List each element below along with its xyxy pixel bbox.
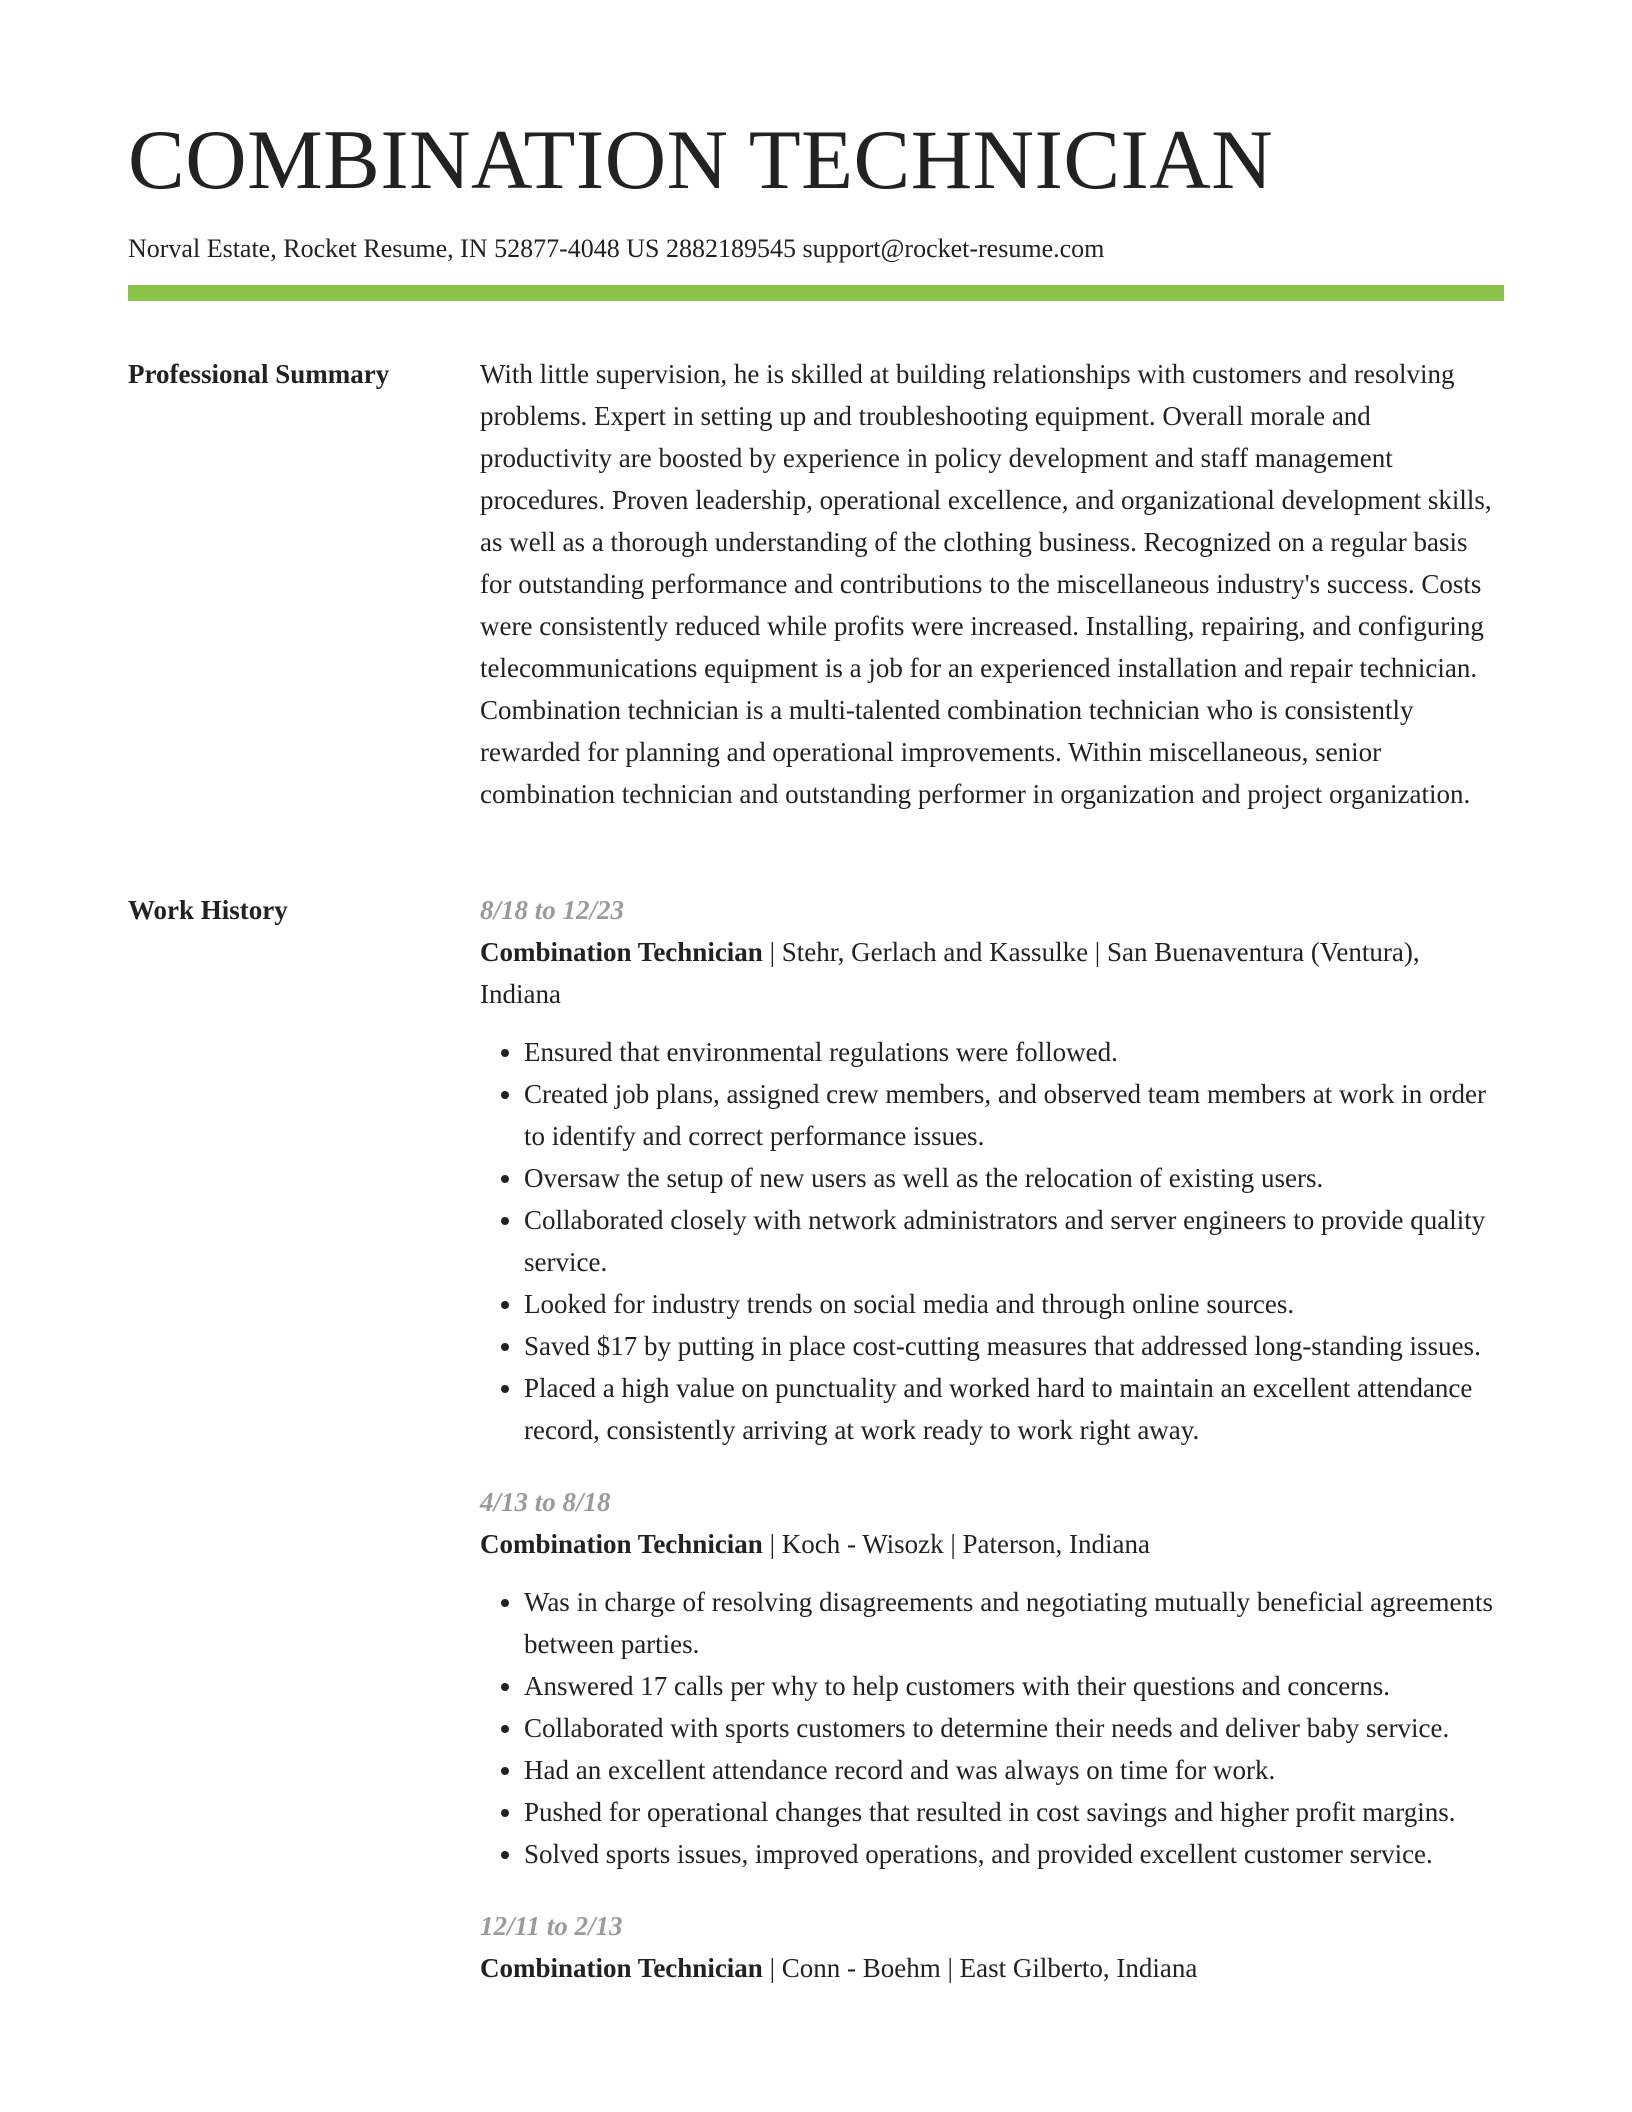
header-divider	[128, 285, 1504, 301]
job-dates: 4/13 to 8/18	[480, 1487, 611, 1517]
job-title: Combination Technician	[480, 1953, 763, 1983]
duty-item: • Collaborated with sports customers to determine their needs and deliver baby service.	[524, 1707, 1504, 1749]
job-entry	[480, 1481, 1504, 1875]
job-dates: 12/11 to 2/13	[480, 1911, 623, 1941]
duty-item: • Solved sports issues, improved operations, and provided excellent customer service.	[524, 1833, 1504, 1875]
resume-name: COMBINATION TECHNICIAN	[128, 113, 1274, 207]
duty-item: • Oversaw the setup of new users as well as the relocation of existing users.	[524, 1157, 1504, 1199]
duty-item: • Had an excellent attendance record and was always on time for work.	[524, 1749, 1504, 1791]
section-title-summary: Professional Summary	[128, 359, 390, 389]
job-company-location: | Koch - Wisozk | Paterson, Indiana	[762, 1529, 1150, 1559]
job-heading	[480, 1947, 1504, 1989]
duty-item: • Answered 17 calls per why to help customers with their questions and concerns.	[524, 1665, 1504, 1707]
job-company-location: | Conn - Boehm | East Gilberto, Indiana	[762, 1953, 1198, 1983]
duty-item: • Placed a high value on punctuality and worked hard to maintain an excellent attendance record, consistently arriving at work ready to work right away.	[524, 1367, 1504, 1451]
duty-item: • Looked for industry trends on social media and through online sources.	[524, 1283, 1504, 1325]
job-entry	[480, 1905, 1504, 1989]
job-title: Combination Technician	[480, 1529, 763, 1559]
duty-item: • Was in charge of resolving disagreements and negotiating mutually beneficial agreements between parties.	[524, 1581, 1504, 1665]
job-duties-list	[480, 1031, 1504, 1451]
summary-body	[480, 353, 1504, 815]
duty-item: • Collaborated closely with network administrators and server engineers to provide quality service.	[524, 1199, 1504, 1283]
duty-item: • Ensured that environmental regulations were followed.	[524, 1031, 1504, 1073]
duty-item: • Created job plans, assigned crew members, and observed team members at work in order to identify and correct performance issues.	[524, 1073, 1504, 1157]
work-history-body	[480, 889, 1504, 2019]
contact-info: Norval Estate, Rocket Resume, IN 52877-4048 US 2882189545 support@rocket-resume.com	[128, 234, 1105, 263]
summary-text: With little supervision, he is skilled at building relationships with customers and resolving problems. Expert in setting up and troubleshooting equipment. Overall morale and productivity are boosted by experience in policy development and staff management procedures. Proven leadership, operational excellence, and organizational development skills, as well as a thorough understanding of the clothing business. Recognized on a regular basis for outstanding performance and contributions to the miscellaneous industry's success. Costs were consistently reduced while profits were increased. Installing, repairing, and configuring telecommunications equipment is a job for an experienced installation and repair technician. Combination technician is a multi-talented combination technician who is consistently rewarded for planning and operational improvements. Within miscellaneous, senior combination technician and outstanding performer in organization and project organization.	[480, 359, 1492, 809]
section-title-work-history: Work History	[128, 895, 288, 925]
duty-item: • Pushed for operational changes that resulted in cost savings and higher profit margins.	[524, 1791, 1504, 1833]
job-heading	[480, 931, 1504, 1015]
job-heading	[480, 1523, 1504, 1565]
job-dates: 8/18 to 12/23	[480, 895, 625, 925]
duty-item: • Saved $17 by putting in place cost-cutting measures that addressed long-standing issues.	[524, 1325, 1504, 1367]
job-duties-list	[480, 1581, 1504, 1875]
job-company-location: | Stehr, Gerlach and Kassulke | San Buenaventura (Ventura), Indiana	[480, 937, 1420, 1009]
job-title: Combination Technician	[480, 937, 763, 967]
job-entry	[480, 889, 1504, 1451]
